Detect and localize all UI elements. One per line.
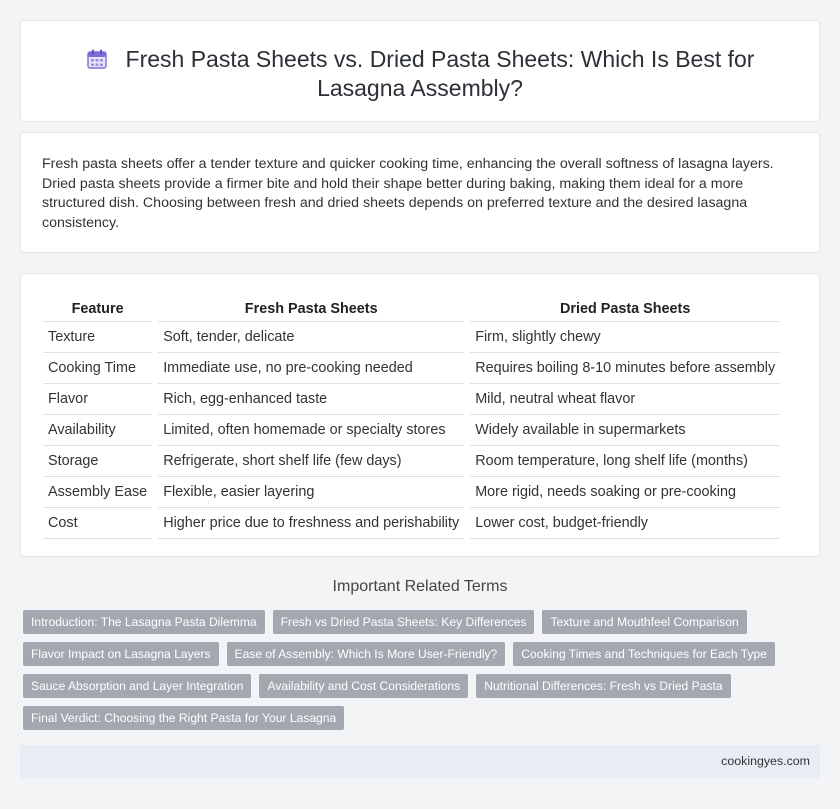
- table-row: [43, 322, 780, 353]
- cell-dried: Room temperature, long shelf life (months): [467, 446, 780, 477]
- comparison-table: [43, 295, 780, 539]
- cell-feature: Availability: [43, 415, 155, 446]
- related-tag[interactable]: Availability and Cost Considerations: [259, 674, 468, 698]
- cell-dried: Requires boiling 8-10 minutes before assembly: [467, 353, 780, 384]
- cell-fresh: Rich, egg-enhanced taste: [155, 384, 467, 415]
- cell-dried: Mild, neutral wheat flavor: [467, 384, 780, 415]
- related-terms-title: Important Related Terms: [332, 578, 508, 595]
- cell-dried: Firm, slightly chewy: [467, 322, 780, 353]
- cell-fresh: Refrigerate, short shelf life (few days): [155, 446, 467, 477]
- cell-dried: Lower cost, budget-friendly: [467, 508, 780, 539]
- cell-fresh: Flexible, easier layering: [155, 477, 467, 508]
- table-row: [43, 446, 780, 477]
- cell-feature: Cooking Time: [43, 353, 155, 384]
- title-line-2: Lasagna Assembly?: [317, 75, 523, 101]
- cell-feature: Texture: [43, 322, 155, 353]
- cell-dried: Widely available in supermarkets: [467, 415, 780, 446]
- related-tag[interactable]: Final Verdict: Choosing the Right Pasta for Your Lasagna: [23, 706, 344, 730]
- related-tag[interactable]: Introduction: The Lasagna Pasta Dilemma: [23, 610, 265, 634]
- related-tag[interactable]: Sauce Absorption and Layer Integration: [23, 674, 251, 698]
- cell-feature: Cost: [43, 508, 155, 539]
- title-line-1: Fresh Pasta Sheets vs. Dried Pasta Sheets: Which Is Best for: [125, 46, 755, 72]
- table-row: [43, 353, 780, 384]
- header-dried: Dried Pasta Sheets: [467, 295, 780, 322]
- cell-fresh: Limited, often homemade or specialty stores: [155, 415, 467, 446]
- header-card: [20, 20, 820, 122]
- cell-dried: More rigid, needs soaking or pre-cooking: [467, 477, 780, 508]
- table-row: [43, 415, 780, 446]
- cell-fresh: Immediate use, no pre-cooking needed: [155, 353, 467, 384]
- cell-feature: Flavor: [43, 384, 155, 415]
- related-tag[interactable]: Flavor Impact on Lasagna Layers: [23, 642, 219, 666]
- table-row: [43, 384, 780, 415]
- header-feature: Feature: [43, 295, 155, 322]
- related-tag[interactable]: Nutritional Differences: Fresh vs Dried Pasta: [476, 674, 730, 698]
- cell-feature: Storage: [43, 446, 155, 477]
- footer: [20, 745, 820, 778]
- cell-fresh: Higher price due to freshness and perishability: [155, 508, 467, 539]
- table-header-row: [43, 295, 780, 322]
- comparison-card: [20, 273, 820, 557]
- related-tag[interactable]: Ease of Assembly: Which Is More User-Friendly?: [227, 642, 506, 666]
- table-row: [43, 508, 780, 539]
- page-title: [21, 45, 819, 103]
- table-row: [43, 477, 780, 508]
- cell-fresh: Soft, tender, delicate: [155, 322, 467, 353]
- summary-text: Fresh pasta sheets offer a tender texture and quicker cooking time, enhancing the overall softness of lasagna layers. Dried pasta sheets provide a firmer bite and hold their shape better during baking, making them ideal for a more structured dish. Choosing between fresh and dried sheets depends on preferred texture and the desired lasagna consistency.: [42, 156, 774, 231]
- cell-feature: Assembly Ease: [43, 477, 155, 508]
- footer-site-link[interactable]: cookingyes.com: [721, 754, 810, 768]
- header-fresh: Fresh Pasta Sheets: [155, 295, 467, 322]
- summary-card: [20, 132, 820, 253]
- related-tag[interactable]: Cooking Times and Techniques for Each Type: [513, 642, 775, 666]
- related-terms-list: [23, 610, 803, 730]
- related-tag[interactable]: Texture and Mouthfeel Comparison: [542, 610, 746, 634]
- related-tag[interactable]: Fresh vs Dried Pasta Sheets: Key Differences: [273, 610, 535, 634]
- calendar-icon: [86, 48, 108, 70]
